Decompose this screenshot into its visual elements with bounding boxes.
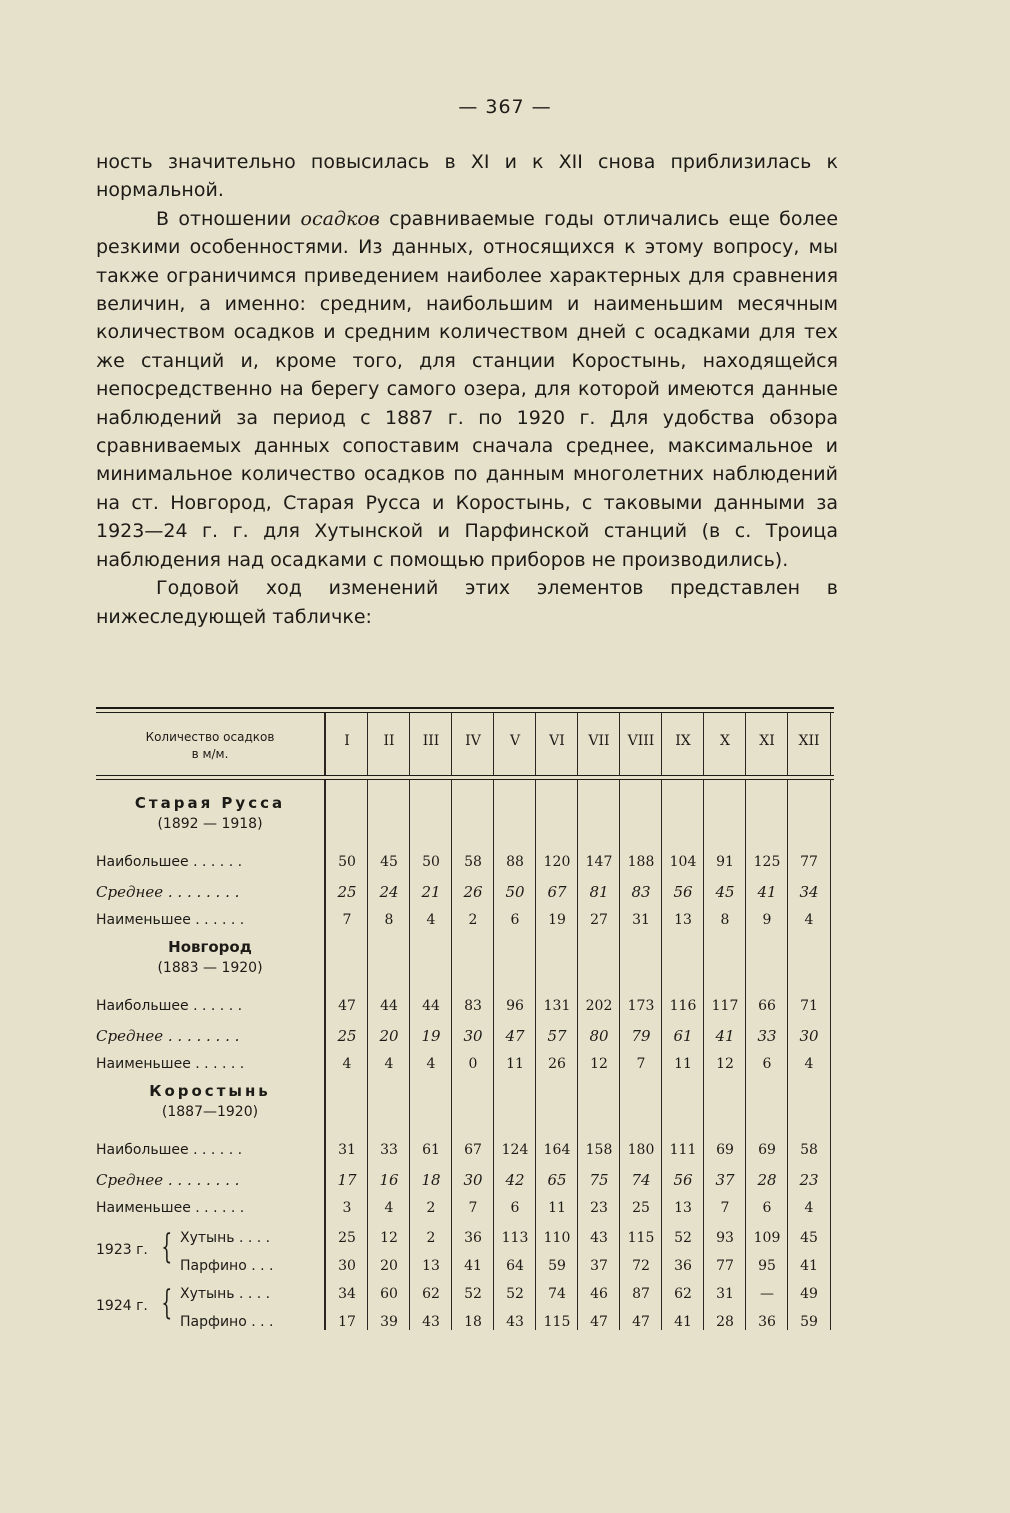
table-cell: 62	[674, 1286, 692, 1302]
table-cell: 61	[422, 1142, 440, 1158]
table-cell: 6	[510, 1200, 520, 1216]
table-cell: 6	[510, 912, 520, 928]
table-cell: 125	[753, 854, 781, 870]
table-cell: 44	[380, 998, 398, 1014]
month-header: VI	[549, 733, 565, 749]
table-cell: 44	[422, 998, 440, 1014]
paragraph-2-start: В отношении	[156, 207, 301, 230]
table-cell: 50	[422, 854, 440, 870]
table-cell: 120	[543, 854, 571, 870]
table-cell: 2	[468, 912, 478, 928]
header-label-line2: в м/м.	[191, 747, 229, 761]
brace-icon: {	[161, 1283, 173, 1323]
table-cell: 37	[590, 1258, 608, 1274]
table-cell: 8	[720, 912, 730, 928]
table-cell: 34	[338, 1286, 356, 1302]
station-name: Новгород	[168, 938, 252, 956]
table-row	[96, 1138, 834, 1166]
paragraph-1: ность значительно повысилась в XI и к XII снова приблизилась к нормальной.	[96, 151, 838, 202]
table-cell: 13	[674, 1200, 692, 1216]
column-divider	[830, 713, 831, 775]
table-cell: 7	[468, 1200, 478, 1216]
table-cell: 43	[506, 1314, 524, 1330]
table-cell: 124	[501, 1142, 529, 1158]
table-cell: 20	[379, 1027, 399, 1045]
station-years: (1887—1920)	[161, 1104, 259, 1120]
table-cell: 42	[505, 1171, 525, 1189]
table-cell: 62	[422, 1286, 440, 1302]
table-cell: 4	[426, 912, 436, 928]
table-cell: 20	[380, 1258, 398, 1274]
table-cell: 21	[421, 883, 441, 901]
table-cell: 47	[632, 1314, 650, 1330]
table-cell: 87	[632, 1286, 650, 1302]
row-label: Среднее . . . . . . . .	[96, 1027, 240, 1045]
table-cell: 33	[757, 1027, 777, 1045]
table-cell: 33	[380, 1142, 398, 1158]
column-divider	[787, 713, 788, 775]
table-cell: 36	[464, 1230, 482, 1246]
table-cell: 11	[548, 1200, 566, 1216]
table-cell: 66	[758, 998, 776, 1014]
table-cell: 45	[380, 854, 398, 870]
table-cell: 59	[548, 1258, 566, 1274]
table-cell: 74	[631, 1171, 651, 1189]
table-cell: 11	[506, 1056, 524, 1072]
paragraph-2-rest: сравниваемые годы отличались еще более резкими особенностями. Из данных, относящихся к этому вопросу, мы также ограничимся приведением наиболее характерных для сравнения величин, а именно: средним, наибольшим и наименьшим месячным количеством осадков и средним количеством дней с осадками для тех же станций и, кроме того, для станции Коростынь, находящейся непосредственно на берегу самого озера, для которой имеются данные наблюдений за период с 1887 г. по 1920 г. Для удобства обзора сравниваемых данных сопоставим сначала среднее, максимальное и минимальное количество осадков по данным многолетних наблюдений на ст. Новгород, Старая Русса и Коростынь, с таковыми данными за 1923—24 г. г. для Хутынской и Парфинской станций (в с. Троица наблюдения над осадками с помощью приборов не производились).	[96, 207, 839, 571]
table-cell: 131	[543, 998, 571, 1014]
table-cell: 50	[505, 883, 525, 901]
month-header: XII	[798, 733, 820, 749]
month-header: V	[509, 733, 521, 749]
table-row	[96, 908, 834, 936]
brace-icon: {	[161, 1227, 173, 1267]
table-cell: 91	[716, 854, 734, 870]
table-cell: 30	[799, 1027, 819, 1045]
table-cell: 6	[762, 1200, 772, 1216]
table-cell: 43	[422, 1314, 440, 1330]
column-divider	[619, 713, 620, 775]
table-row	[96, 1282, 834, 1310]
table-row	[96, 1052, 834, 1080]
table-cell: 164	[543, 1142, 571, 1158]
table-cell: 115	[543, 1314, 571, 1330]
row-label: Наименьшее . . . . . .	[96, 1200, 245, 1216]
table-cell: 111	[669, 1142, 697, 1158]
table-cell: 17	[338, 1314, 356, 1330]
column-divider	[661, 713, 662, 775]
table-cell: 52	[506, 1286, 524, 1302]
table-cell: 41	[715, 1027, 735, 1045]
column-divider	[451, 713, 452, 775]
row-label: Наименьшее . . . . . .	[96, 912, 245, 928]
table-cell: 37	[715, 1171, 735, 1189]
table-cell: 2	[426, 1200, 436, 1216]
table-cell: 110	[543, 1230, 571, 1246]
table-cell: 83	[464, 998, 482, 1014]
table-cell: 12	[716, 1056, 734, 1072]
table-cell: 28	[716, 1314, 734, 1330]
table-cell: 61	[673, 1027, 693, 1045]
page-number: — 367 —	[458, 96, 552, 118]
year-label: 1923 г.	[96, 1242, 148, 1258]
table-cell: 4	[342, 1056, 352, 1072]
table-cell: 52	[674, 1230, 692, 1246]
table-cell: 67	[464, 1142, 482, 1158]
table-row	[96, 1023, 834, 1051]
table-cell: 57	[547, 1027, 567, 1045]
table-cell: 59	[800, 1314, 818, 1330]
table-cell: 6	[762, 1056, 772, 1072]
table-cell: 4	[804, 1200, 814, 1216]
table-cell: 47	[338, 998, 356, 1014]
table-row	[96, 1167, 834, 1195]
header-bottom-rule	[96, 775, 834, 776]
table-cell: 16	[379, 1171, 399, 1189]
table-cell: 109	[753, 1230, 781, 1246]
table-cell: 116	[669, 998, 697, 1014]
table-cell: 50	[338, 854, 356, 870]
table-cell: 4	[384, 1056, 394, 1072]
station-heading	[96, 794, 324, 832]
table-cell: 71	[800, 998, 818, 1014]
row-label: Наибольшее . . . . . .	[96, 854, 243, 870]
table-row	[96, 1196, 834, 1224]
paragraph-2	[96, 205, 838, 574]
column-divider	[745, 713, 746, 775]
table-cell: 19	[421, 1027, 441, 1045]
table-cell: 23	[799, 1171, 819, 1189]
month-header: XI	[759, 733, 775, 749]
body-text	[96, 148, 838, 631]
table-cell: 25	[338, 1230, 356, 1246]
paragraph-3: Годовой ход изменений этих элементов представлен в нижеследующей табличке:	[96, 577, 838, 628]
table-cell: 41	[757, 883, 777, 901]
table-cell: 95	[758, 1258, 776, 1274]
table-cell: 4	[426, 1056, 436, 1072]
table-cell: 12	[380, 1230, 398, 1246]
station-years: (1892 — 1918)	[157, 816, 263, 832]
table-cell: 4	[384, 1200, 394, 1216]
precipitation-table	[96, 707, 834, 1340]
station-years: (1883 — 1920)	[157, 960, 263, 976]
table-cell: 67	[547, 883, 567, 901]
table-cell: 77	[800, 854, 818, 870]
table-cell: 13	[422, 1258, 440, 1274]
month-header: X	[720, 733, 730, 749]
table-cell: 202	[585, 998, 613, 1014]
table-cell: 64	[506, 1258, 524, 1274]
table-cell: 49	[800, 1286, 818, 1302]
table-cell: 74	[548, 1286, 566, 1302]
table-cell: 0	[468, 1056, 478, 1072]
table-cell: 4	[804, 1056, 814, 1072]
table-cell: 11	[674, 1056, 692, 1072]
header-label	[96, 729, 324, 763]
table-cell: 27	[590, 912, 608, 928]
table-cell: 7	[636, 1056, 646, 1072]
table-cell: 69	[716, 1142, 734, 1158]
column-divider	[535, 713, 536, 775]
month-header: III	[422, 733, 440, 749]
table-cell: 41	[800, 1258, 818, 1274]
table-cell: 18	[421, 1171, 441, 1189]
table-cell: 60	[380, 1286, 398, 1302]
table-cell: 26	[463, 883, 483, 901]
table-cell: 18	[464, 1314, 482, 1330]
table-cell: 47	[505, 1027, 525, 1045]
table-cell: 83	[631, 883, 651, 901]
table-cell: 117	[711, 998, 739, 1014]
row-label: Наибольшее . . . . . .	[96, 998, 243, 1014]
table-cell: 147	[585, 854, 613, 870]
table-cell: 24	[379, 883, 399, 901]
station-heading	[96, 1082, 324, 1120]
row-label: Среднее . . . . . . . .	[96, 883, 240, 901]
month-header: I	[344, 733, 350, 749]
table-header-row	[96, 713, 834, 775]
table-cell: 81	[589, 883, 609, 901]
column-divider	[409, 713, 410, 775]
table-cell: 56	[673, 883, 693, 901]
table-cell: 25	[632, 1200, 650, 1216]
table-row	[96, 1226, 834, 1254]
table-body	[96, 780, 834, 1340]
table-cell: 46	[590, 1286, 608, 1302]
column-divider	[493, 713, 494, 775]
table-row	[96, 850, 834, 878]
table-cell: 3	[342, 1200, 352, 1216]
month-header: VIII	[627, 733, 655, 749]
column-divider	[703, 713, 704, 775]
month-header: IV	[465, 733, 481, 749]
table-cell: 28	[757, 1171, 777, 1189]
table-cell: 43	[590, 1230, 608, 1246]
table-cell: —	[760, 1286, 774, 1302]
table-cell: 58	[800, 1142, 818, 1158]
column-divider	[324, 713, 326, 775]
table-cell: 93	[716, 1230, 734, 1246]
table-cell: 30	[338, 1258, 356, 1274]
table-cell: 13	[674, 912, 692, 928]
header-label-line1: Количество осадков	[145, 730, 275, 744]
table-cell: 188	[627, 854, 655, 870]
row-label: Хутынь . . . .	[180, 1230, 271, 1246]
paragraph-2-emphasis: осадков	[300, 207, 380, 230]
table-cell: 12	[590, 1056, 608, 1072]
table-cell: 25	[337, 883, 357, 901]
table-row	[96, 1310, 834, 1338]
table-cell: 2	[426, 1230, 436, 1246]
table-cell: 41	[464, 1258, 482, 1274]
table-cell: 158	[585, 1142, 613, 1158]
row-label: Наибольшее . . . . . .	[96, 1142, 243, 1158]
station-heading	[96, 938, 324, 976]
table-cell: 56	[673, 1171, 693, 1189]
table-cell: 23	[590, 1200, 608, 1216]
station-name: Старая Русса	[134, 794, 286, 812]
table-cell: 39	[380, 1314, 398, 1330]
table-cell: 115	[627, 1230, 655, 1246]
table-cell: 96	[506, 998, 524, 1014]
row-label: Наименьшее . . . . . .	[96, 1056, 245, 1072]
table-cell: 31	[716, 1286, 734, 1302]
column-divider	[577, 713, 578, 775]
table-cell: 180	[627, 1142, 655, 1158]
table-cell: 26	[548, 1056, 566, 1072]
table-cell: 79	[631, 1027, 651, 1045]
table-row	[96, 879, 834, 907]
table-cell: 8	[384, 912, 394, 928]
table-cell: 31	[632, 912, 650, 928]
table-cell: 52	[464, 1286, 482, 1302]
table-cell: 34	[799, 883, 819, 901]
table-cell: 113	[501, 1230, 529, 1246]
table-cell: 72	[632, 1258, 650, 1274]
table-cell: 25	[337, 1027, 357, 1045]
table-cell: 173	[627, 998, 655, 1014]
table-cell: 88	[506, 854, 524, 870]
month-header: II	[383, 733, 395, 749]
table-cell: 7	[720, 1200, 730, 1216]
table-cell: 7	[342, 912, 352, 928]
table-cell: 77	[716, 1258, 734, 1274]
table-cell: 75	[589, 1171, 609, 1189]
table-cell: 45	[800, 1230, 818, 1246]
row-label: Хутынь . . . .	[180, 1286, 271, 1302]
table-cell: 30	[463, 1171, 483, 1189]
table-cell: 36	[674, 1258, 692, 1274]
month-header: IX	[675, 733, 691, 749]
table-cell: 104	[669, 854, 697, 870]
table-top-rule	[96, 707, 834, 709]
table-cell: 65	[547, 1171, 567, 1189]
table-row	[96, 1254, 834, 1282]
row-label: Парфино . . .	[180, 1314, 274, 1330]
month-header: VII	[588, 733, 610, 749]
column-divider	[367, 713, 368, 775]
table-cell: 4	[804, 912, 814, 928]
station-name: Коростынь	[149, 1082, 271, 1100]
table-cell: 36	[758, 1314, 776, 1330]
row-label: Среднее . . . . . . . .	[96, 1171, 240, 1189]
table-cell: 17	[337, 1171, 357, 1189]
table-cell: 45	[715, 883, 735, 901]
row-label: Парфино . . .	[180, 1258, 274, 1274]
table-cell: 30	[463, 1027, 483, 1045]
table-row	[96, 994, 834, 1022]
table-cell: 80	[589, 1027, 609, 1045]
table-cell: 47	[590, 1314, 608, 1330]
table-cell: 19	[548, 912, 566, 928]
year-label: 1924 г.	[96, 1298, 148, 1314]
table-cell: 9	[762, 912, 772, 928]
table-cell: 31	[338, 1142, 356, 1158]
table-cell: 69	[758, 1142, 776, 1158]
table-cell: 41	[674, 1314, 692, 1330]
table-cell: 58	[464, 854, 482, 870]
